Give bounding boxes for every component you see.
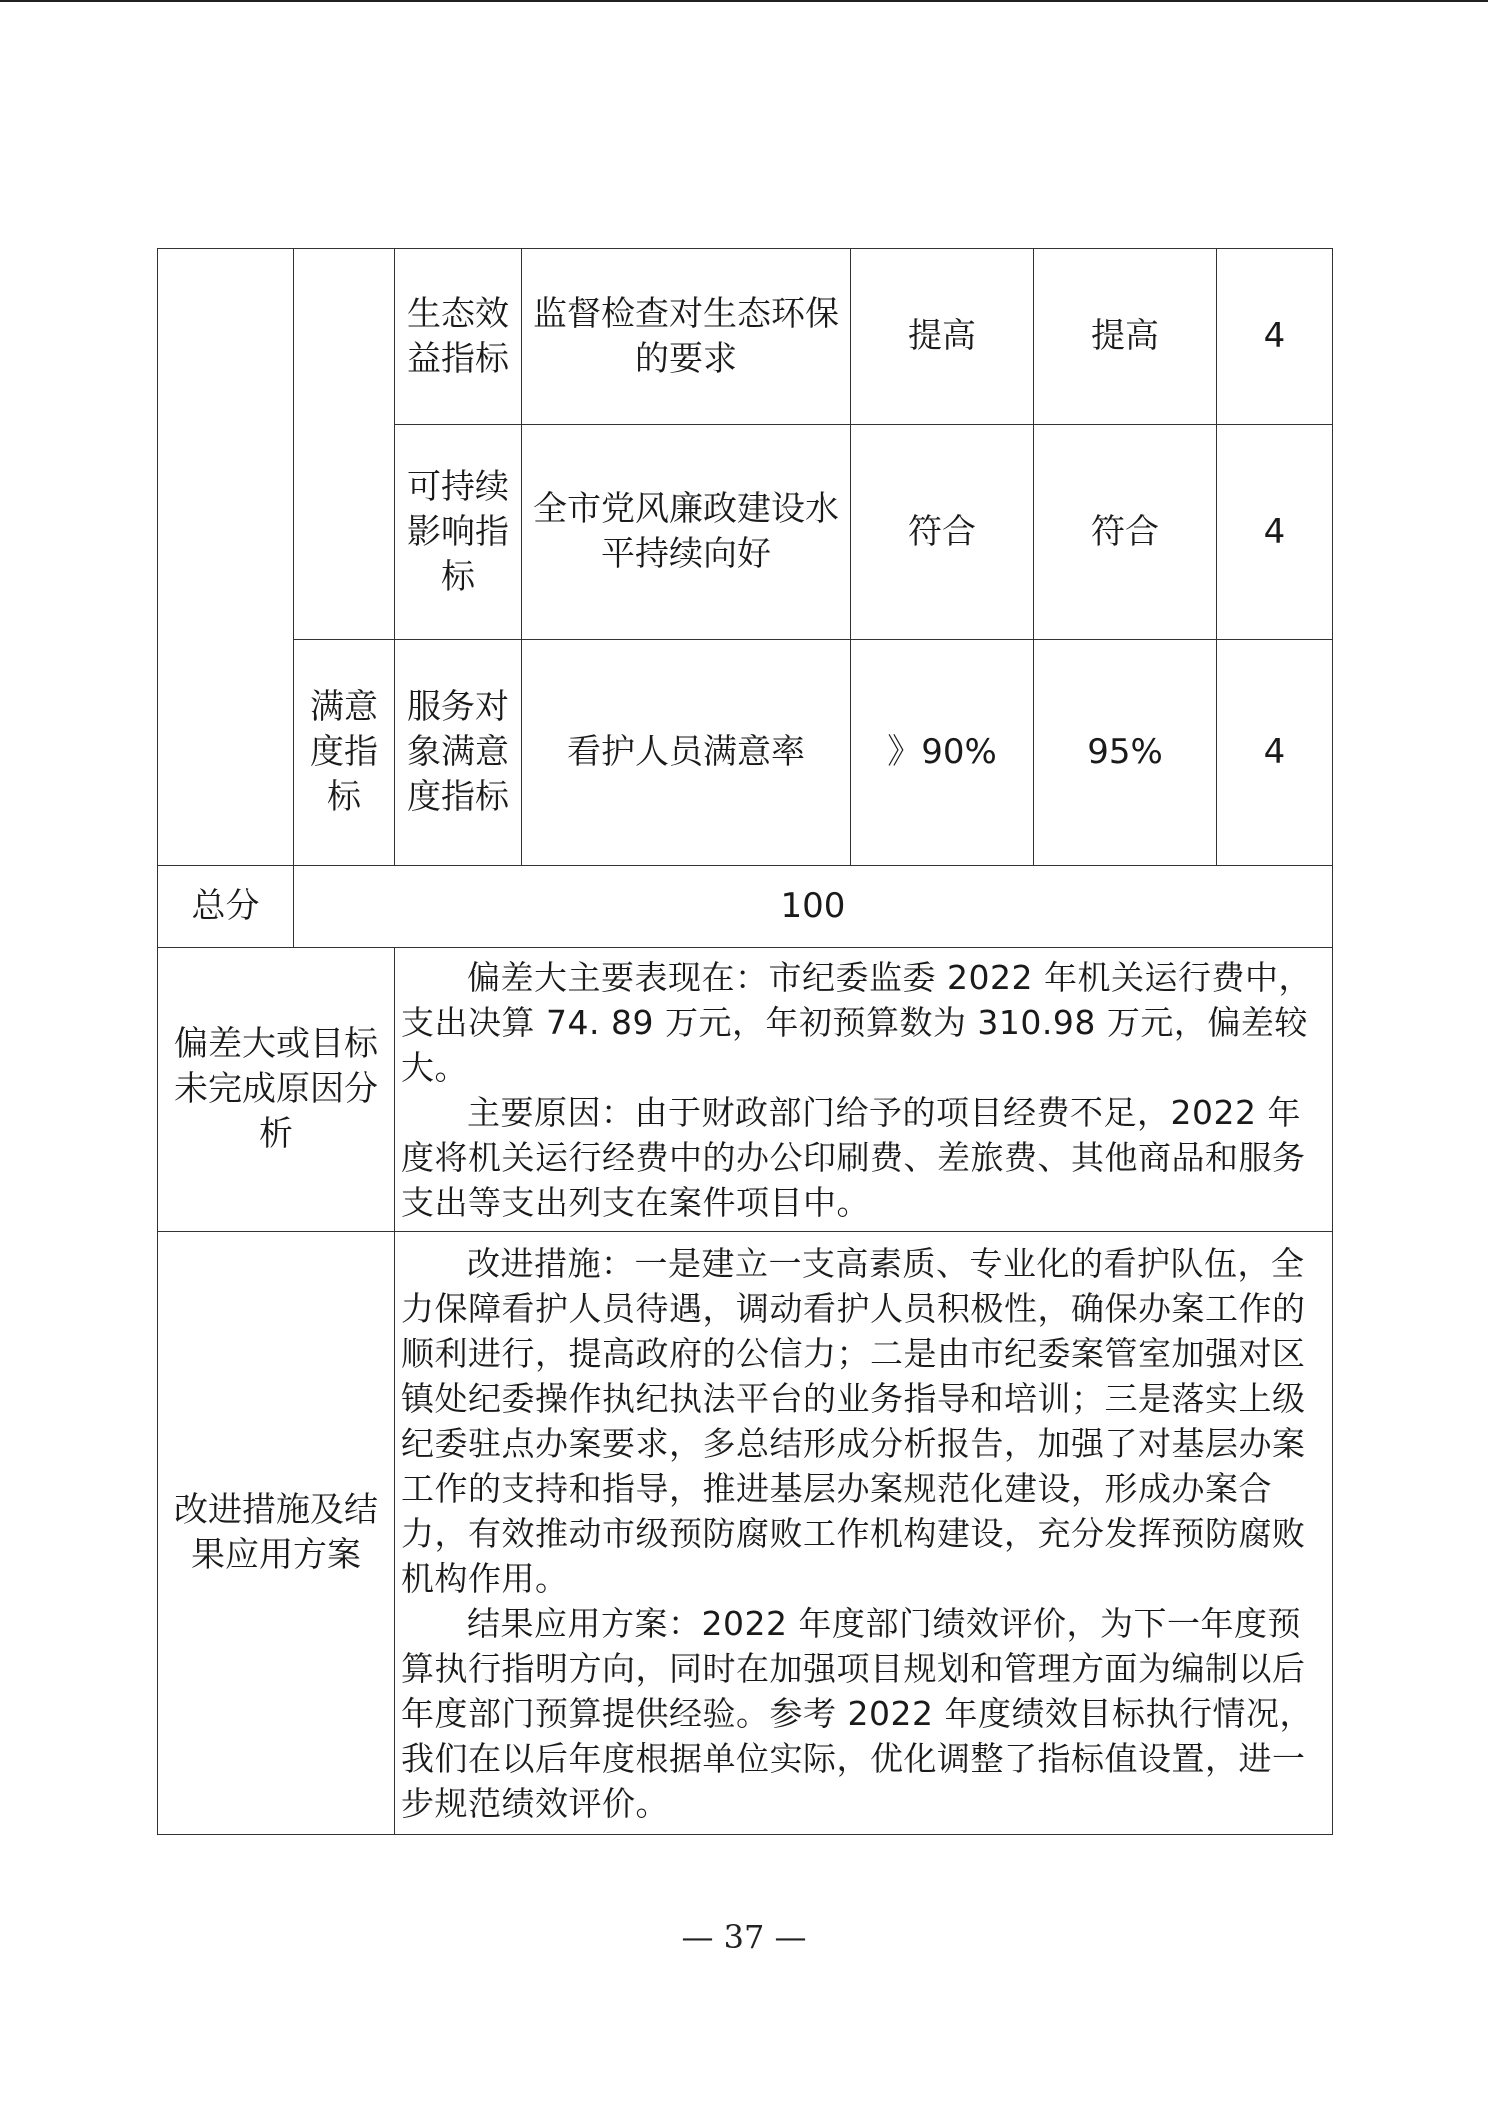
indicator-cell: 全市党风廉政建设水平持续向好 (522, 425, 851, 640)
target-cell: 》90% (851, 640, 1034, 866)
deviation-label-cell: 偏差大或目标未完成原因分析 (158, 948, 395, 1232)
actual-cell: 95% (1034, 640, 1217, 866)
category-cell: 可持续影响指标 (395, 425, 522, 640)
target-cell: 符合 (851, 425, 1034, 640)
actual-cell: 提高 (1034, 249, 1217, 425)
improvement-label-cell: 改进措施及结果应用方案 (158, 1232, 395, 1835)
target-cell: 提高 (851, 249, 1034, 425)
level1-cell-empty (158, 249, 294, 866)
level2-cell: 满意度指标 (294, 640, 395, 866)
improvement-paragraph: 结果应用方案：2022 年度部门绩效评价，为下一年度预算执行指明方向，同时在加强项目规划和管理方面为编制以后年度部门预算提供经验。参考 2022 年度绩效目标执行情况，我们在以后年度根据单位实际，优化调整了指标值设置，进一步规范绩效评价。 (401, 1603, 1313, 1823)
table-row-eco (158, 249, 1333, 425)
total-label-cell: 总分 (158, 866, 294, 948)
category-cell: 服务对象满意度指标 (395, 640, 522, 866)
table-row-deviation (158, 948, 1333, 1232)
improvement-content-cell (395, 1232, 1333, 1835)
performance-table (157, 248, 1333, 1835)
score-cell: 4 (1217, 640, 1333, 866)
page-top-edge (0, 0, 1488, 2)
page-number: — 37 — (681, 1918, 807, 1956)
score-cell: 4 (1217, 249, 1333, 425)
table-row-satisfaction (158, 640, 1333, 866)
indicator-cell: 监督检查对生态环保的要求 (522, 249, 851, 425)
level2-cell-empty (294, 249, 395, 640)
indicator-cell: 看护人员满意率 (522, 640, 851, 866)
improvement-paragraph: 改进措施：一是建立一支高素质、专业化的看护队伍，全力保障看护人员待遇，调动看护人员积极性，确保办案工作的顺利进行，提高政府的公信力；二是由市纪委案管室加强对区镇处纪委操作执纪执法平台的业务指导和培训；三是落实上级纪委驻点办案要求，多总结形成分析报告，加强了对基层办案工作的支持和指导，推进基层办案规范化建设，形成办案合力，有效推动市级预防腐败工作机构建设，充分发挥预防腐败机构作用。 (401, 1243, 1306, 1598)
category-cell: 生态效益指标 (395, 249, 522, 425)
score-cell: 4 (1217, 425, 1333, 640)
actual-cell: 符合 (1034, 425, 1217, 640)
deviation-paragraph: 主要原因：由于财政部门给予的项目经费不足，2022 年度将机关运行经费中的办公印刷费、差旅费、其他商品和服务支出等支出列支在案件项目中。 (401, 1092, 1306, 1222)
total-value-cell: 100 (294, 866, 1333, 948)
table-row-improvement (158, 1232, 1333, 1835)
deviation-content-cell (395, 948, 1333, 1232)
table-row-total (158, 866, 1333, 948)
deviation-paragraph: 偏差大主要表现在：市纪委监委 2022 年机关运行费中，支出决算 74. 89 万元，年初预算数为 310.98 万元，偏差较大。 (401, 957, 1312, 1087)
